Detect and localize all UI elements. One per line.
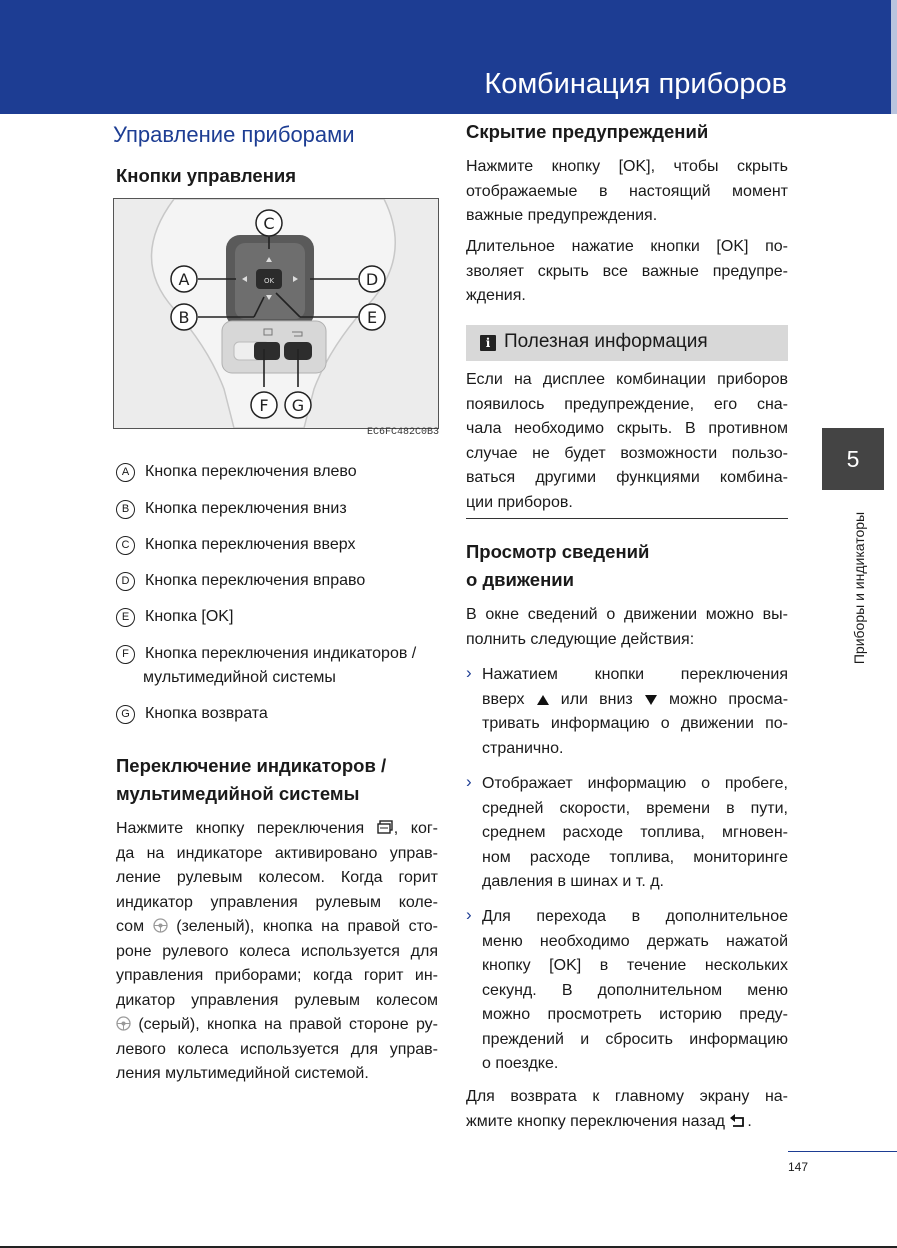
legend-text: Кнопка переключения вправо [145,572,366,589]
back-arrow-icon [729,1114,747,1128]
legend-text: Кнопка [OK] [145,608,234,625]
controls-title: Кнопки управления [116,165,297,186]
triangle-up-icon [536,694,550,706]
callout-e: E [366,308,378,327]
legend-letter: G [116,705,135,724]
legend-item [116,497,347,521]
trip-info-title-line2: о движении [466,569,575,590]
callout-f: F [259,396,269,415]
steering-mode-icon [153,918,168,933]
chevron-right-icon: › [466,905,472,924]
legend-letter: D [116,572,135,591]
callout-d: D [365,270,379,289]
legend-item [116,533,356,557]
trip-info-intro: В окне сведений о движении можно вы- полнить следующие действия: [466,606,788,648]
chevron-right-icon: › [466,772,472,791]
section-title: Управление приборами [113,122,355,147]
info-icon: i [480,335,496,351]
steering-controls-illustration [114,199,438,428]
switch-title-line2: мультимедийной системы [116,783,360,804]
triangle-down-icon [644,694,658,706]
steering-mode-icon [116,1016,131,1031]
header-edge-stripe [891,0,897,114]
chevron-right-icon: › [466,663,472,682]
legend-letter: F [116,645,135,664]
footer-line [788,1151,897,1152]
info-box-text: Если на дисплее комбинации приборов появилось предупреждение, его сна- чала необходимо скрыть. В противном случае не будет возможности пользо- ваться другими функциями комбина- ции приборов. [466,371,788,511]
back-instruction: Для возврата к главному экрану на- жмите кнопку переключения назад . [466,1088,788,1130]
legend-letter: B [116,500,135,519]
legend-item [116,605,233,629]
page-number: 147 [788,1160,809,1174]
info-box-header [466,325,788,361]
callout-a: A [178,270,190,289]
hide-warnings-title: Скрытие предупреждений [466,121,709,142]
legend-letter: A [116,463,135,482]
info-box-title: Полезная информация [504,331,708,352]
legend-item [116,569,365,593]
legend-text-continued: мультимедийной системы [143,669,336,686]
legend-text: Кнопка возврата [145,705,268,722]
legend-item [116,702,268,726]
legend-item [116,460,357,484]
info-box-divider [466,518,788,519]
legend-item [116,642,416,666]
switch-title-line1: Переключение индикаторов / [116,755,387,776]
legend-text: Кнопка переключения влево [145,463,357,480]
page-header [0,0,897,114]
legend-text: Кнопка переключения вниз [145,500,347,517]
display-switch-icon [377,820,394,835]
trip-info-title-line1: Просмотр сведений [466,541,650,562]
figure-code: EC6FC482C0B3 [367,427,440,438]
switch-paragraph: Нажмите кнопку переключения , ког- да на индикаторе активировано управ- ление рулевым колесом. Когда горит индикатор управления рулевым коле- сом (зеленый), кнопка на правой сто- роне рулевого колеса используется для управления приборами; когда горит ин- дикатор управления рулевым колесом (серый), кнопка на правой стороне ру- левого колеса используется для управ- ления мультимедийной системой. [116,820,439,1082]
legend-text: Кнопка переключения вверх [145,536,356,553]
hide-paragraph-1: Нажмите кнопку [OK], чтобы скрыть отображаемые в настоящий момент важные предупреждения. [466,158,788,224]
callout-g: G [291,396,305,415]
chapter-header-title: Комбинация приборов [484,68,787,100]
chapter-side-label: Приборы и индикаторы [851,511,867,665]
legend-text: Кнопка переключения индикаторов / [145,645,417,662]
hide-paragraph-2: Длительное нажатие кнопки [OK] по- зволяет скрыть все важные предупре- ждения. [466,238,788,304]
chapter-tab: 5 [822,428,884,490]
svg-text:OK: OK [263,277,275,285]
callout-c: C [263,214,275,233]
callout-b: B [178,308,190,327]
legend-letter: C [116,536,135,555]
steering-controls-figure [113,198,439,429]
legend-letter: E [116,608,135,627]
